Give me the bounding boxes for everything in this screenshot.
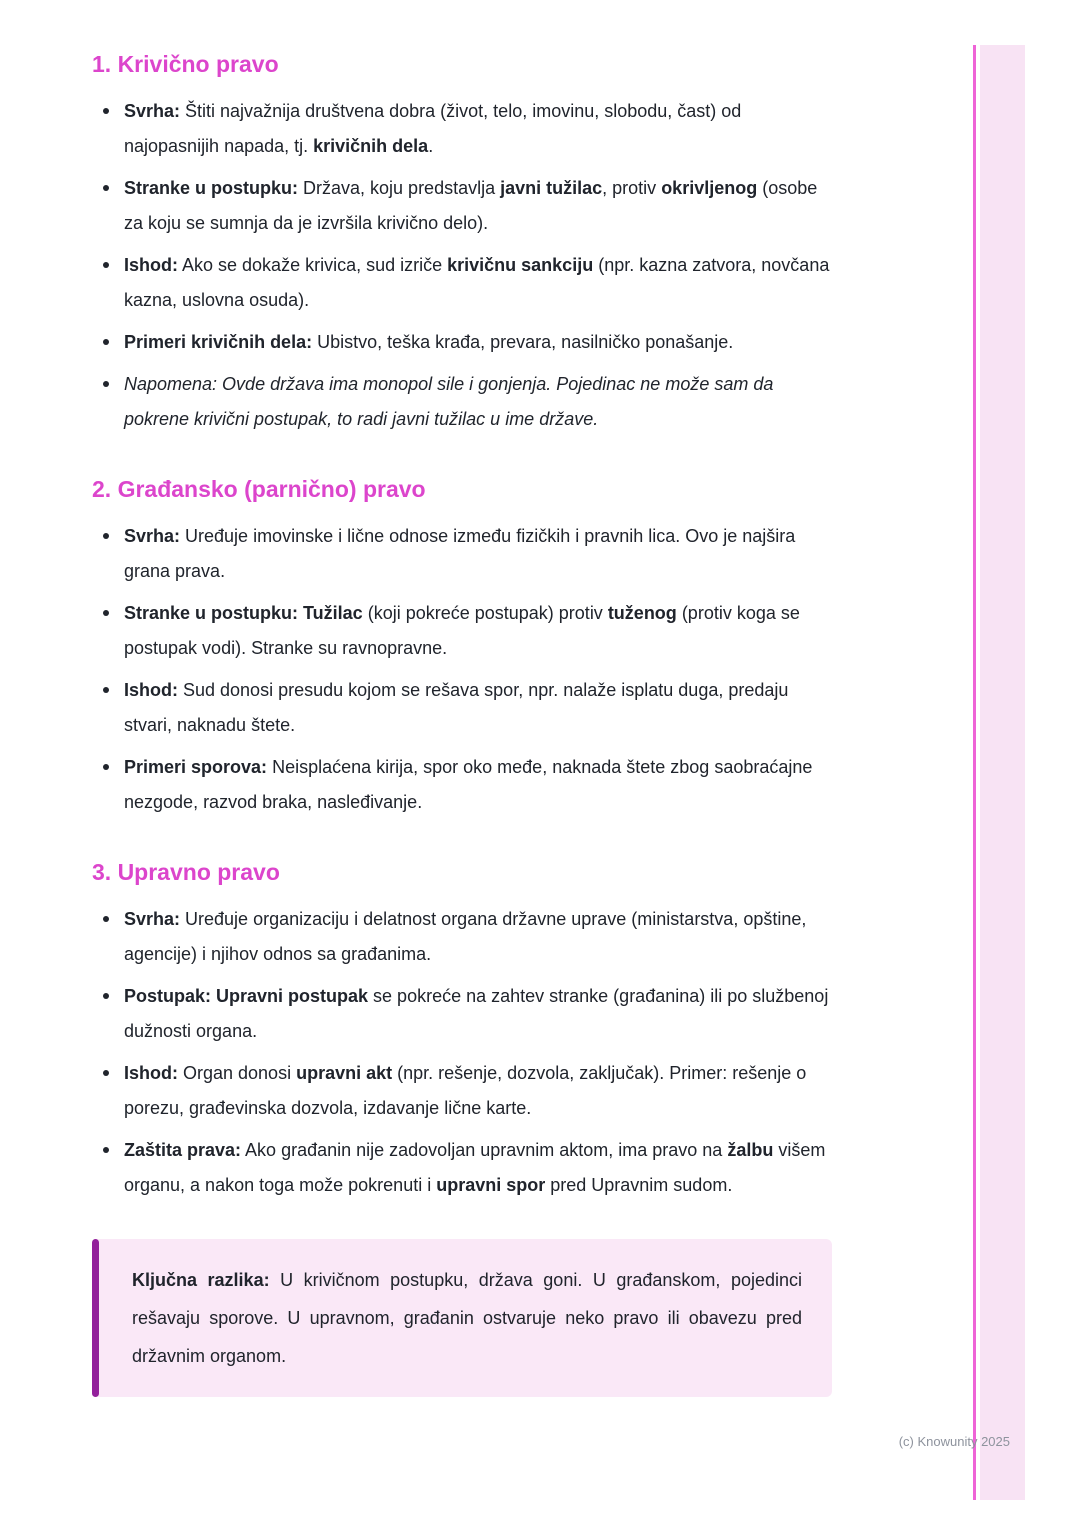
bold-text-run: okrivljenog: [661, 178, 758, 198]
bullet-item: [92, 673, 832, 743]
decorative-accent-line: [973, 45, 976, 1500]
text-run: (npr. kazna zatvora, novčana kazna, uslovna osuda).: [124, 255, 830, 310]
bold-text-run: Primeri krivičnih dela:: [124, 332, 313, 352]
bold-text-run: Svrha:: [124, 101, 181, 121]
bullet-item: [92, 596, 832, 666]
text-run: , protiv: [602, 178, 662, 198]
callout-text: [132, 1261, 802, 1375]
sections-container: [92, 50, 832, 1203]
key-difference-callout: [92, 1239, 832, 1397]
text-run: .: [428, 136, 434, 156]
section-heading: 1. Krivično pravo: [92, 51, 279, 77]
bold-text-run: Stranke u postupku: Tužilac: [124, 603, 363, 623]
text-run: Ubistvo, teška krađa, prevara, nasilničko ponašanje.: [312, 332, 734, 352]
text-run: pred Upravnim sudom.: [545, 1175, 733, 1195]
text-run: višem organu, a nakon toga može pokrenuti i: [124, 1140, 826, 1195]
bullet-item: [92, 1133, 832, 1203]
text-run: Neisplaćena kirija, spor oko međe, naknada štete zbog saobraćajne nezgode, razvod braka, nasleđivanje.: [124, 757, 813, 812]
bold-text-run: Postupak: Upravni postupak: [124, 986, 369, 1006]
bullet-list: [92, 902, 832, 1203]
text-run: se pokreće na zahtev stranke (građanina) ili po službenoj dužnosti organa.: [124, 986, 829, 1041]
text-run: (koji pokreće postupak) protiv: [362, 603, 608, 623]
bold-text-run: krivičnih dela: [313, 136, 429, 156]
bold-text-run: Stranke u postupku:: [124, 178, 299, 198]
bold-text-run: upravni spor: [436, 1175, 546, 1195]
bold-text-run: Svrha:: [124, 526, 181, 546]
section-heading: 2. Građansko (parnično) pravo: [92, 476, 426, 502]
text-run: (npr. rešenje, dozvola, zaključak). Primer: rešenje o porezu, građevinska dozvola, izdavanje lične karte.: [124, 1063, 807, 1118]
note-item: [92, 367, 832, 437]
bold-text-run: tuženog: [607, 603, 677, 623]
text-run: Uređuje organizaciju i delatnost organa državne uprave (ministarstva, opštine, agencije) i njihov odnos sa građanima.: [124, 909, 807, 964]
bullet-list: [92, 519, 832, 820]
bullet-item: [92, 902, 832, 972]
text-run: Uređuje imovinske i lične odnose između fizičkih i pravnih lica. Ovo je najšira grana prava.: [124, 526, 796, 581]
decorative-side-strip: [980, 45, 1025, 1500]
bold-text-run: Primeri sporova:: [124, 757, 268, 777]
bold-text-run: javni tužilac: [500, 178, 603, 198]
text-run: Štiti najvažnija društvena dobra (život, telo, imovinu, slobodu, čast) od najopasnijih napada, tj.: [124, 101, 742, 156]
bold-text-run: Ishod:: [124, 1063, 178, 1083]
bold-text-run: Ishod:: [124, 680, 178, 700]
bullet-item: [92, 519, 832, 589]
text-run: Sud donosi presudu kojom se rešava spor, npr. nalaže isplatu duga, predaju stvari, naknadu štete.: [124, 680, 789, 735]
text-run: Ako građanin nije zadovoljan upravnim aktom, ima pravo na: [241, 1140, 728, 1160]
document-content: [92, 50, 832, 1397]
bold-text-run: Zaštita prava:: [124, 1140, 242, 1160]
text-run: (osobe za koju se sumnja da je izvršila krivično delo).: [124, 178, 818, 233]
bold-text-run: Svrha:: [124, 909, 181, 929]
bullet-list: [92, 94, 832, 437]
text-run: Država, koju predstavlja: [298, 178, 501, 198]
bold-text-run: krivičnu sankciju: [447, 255, 594, 275]
bullet-item: [92, 750, 832, 820]
bullet-item: [92, 248, 832, 318]
text-run: Napomena: Ovde država ima monopol sile i gonjenja. Pojedinac ne može sam da pokrene krivični postupak, to radi javni tužilac u ime države.: [124, 374, 774, 429]
text-run: Organ donosi: [178, 1063, 297, 1083]
bullet-item: [92, 94, 832, 164]
section-heading: 3. Upravno pravo: [92, 859, 280, 885]
bold-text-run: Ishod:: [124, 255, 178, 275]
copyright-credit: (c) Knowunity 2025: [898, 1434, 1010, 1449]
bullet-item: [92, 325, 832, 360]
text-run: Ako se dokaže krivica, sud izriče: [178, 255, 448, 275]
bold-text-run: Ključna razlika:: [132, 1270, 270, 1290]
bullet-item: [92, 171, 832, 241]
callout-accent-bar: [92, 1239, 99, 1397]
bullet-item: [92, 979, 832, 1049]
text-run: (protiv koga se postupak vodi). Stranke su ravnopravne.: [124, 603, 800, 658]
text-run: U krivičnom postupku, država goni. U građanskom, pojedinci rešavaju sporove. U upravnom, građanin ostvaruje neko pravo ili obavezu pred državnim organom.: [132, 1270, 803, 1366]
bullet-item: [92, 1056, 832, 1126]
bold-text-run: žalbu: [727, 1140, 774, 1160]
bold-text-run: upravni akt: [296, 1063, 393, 1083]
